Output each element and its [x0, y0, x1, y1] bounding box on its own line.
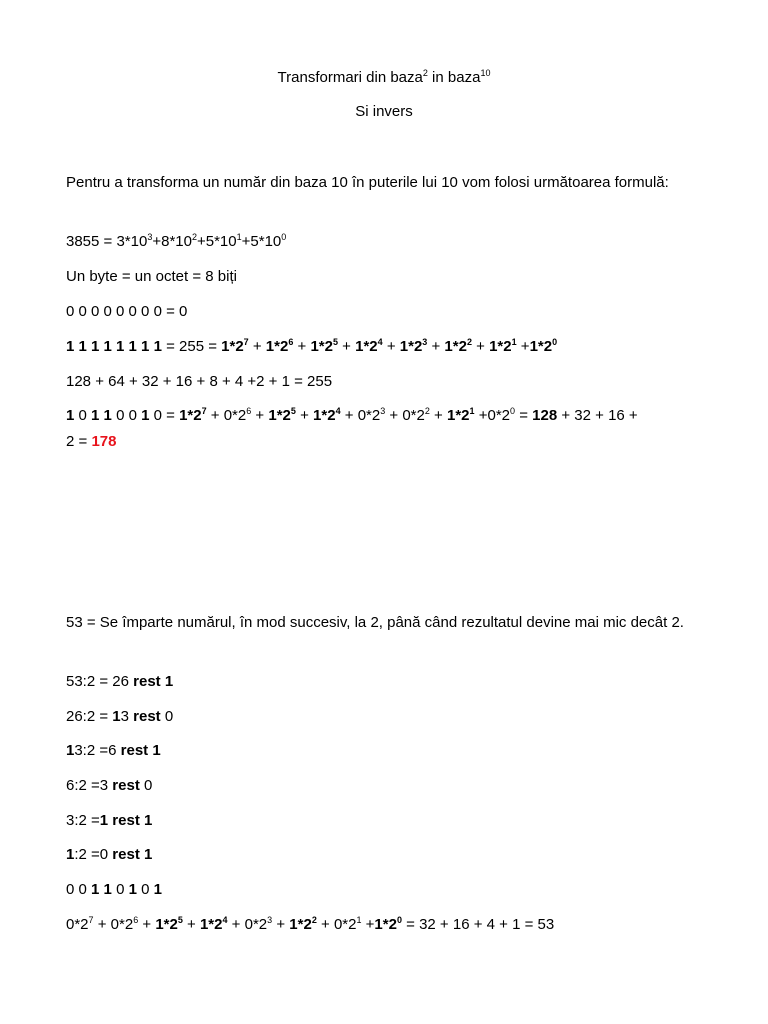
- example-178-line2: 2 = 178: [66, 433, 117, 450]
- operator: +: [471, 338, 490, 355]
- quotient: 3: [99, 777, 109, 794]
- power-term: [268, 407, 296, 424]
- bit: 1: [91, 881, 100, 898]
- coefficient: 1*2: [374, 916, 397, 933]
- exponent: 4: [335, 406, 341, 416]
- rest-word: rest: [112, 846, 140, 863]
- coefficient: 1*2: [179, 407, 202, 424]
- division-step: [66, 707, 706, 727]
- sum-term: 32: [574, 407, 591, 424]
- bit: 1: [91, 407, 100, 424]
- power-term: [310, 338, 338, 355]
- equals-text: = 255 =: [161, 338, 222, 355]
- sum-line: 128 + 64 + 32 + 16 + 8 + 4 +2 + 1 = 255: [66, 373, 333, 390]
- exponent: 1: [511, 337, 517, 347]
- power-term: [313, 407, 341, 424]
- exponent: 7: [243, 337, 249, 347]
- bit: 1: [153, 881, 162, 898]
- operator: +: [295, 407, 314, 424]
- binary-53-digits: [66, 881, 162, 898]
- operator: +: [429, 407, 447, 424]
- binary-53: [66, 880, 706, 900]
- example-3855: [66, 232, 706, 252]
- coefficient: 1*2: [289, 916, 312, 933]
- remainder: 0: [164, 708, 174, 725]
- exponent: 7: [201, 406, 207, 416]
- operator: +: [361, 916, 375, 933]
- digit: 1: [66, 742, 75, 759]
- division-expression: 3:2 =: [66, 812, 100, 829]
- bits: 1 1 1 1 1 1 1 1: [66, 338, 162, 355]
- coefficient: 0*2: [66, 916, 89, 933]
- exponent: 1: [356, 915, 362, 925]
- coefficient: 1*2: [529, 338, 553, 355]
- coefficient: 1*2: [265, 338, 289, 355]
- bit: 1: [141, 407, 150, 424]
- intro-paragraph: Pentru a transforma un număr din baza 10 în puterile lui 10 vom folosi următoarea formulă:: [66, 174, 669, 191]
- coefficient: 0*2: [110, 916, 134, 933]
- operator: +: [227, 916, 245, 933]
- division-expression: 13:2 =: [66, 742, 109, 759]
- exponent: 6: [288, 337, 294, 347]
- coefficient: 0*2: [357, 407, 381, 424]
- exponent: 0: [510, 406, 516, 416]
- final-terms: [66, 916, 406, 933]
- exponent: 3: [147, 232, 153, 242]
- quotient: 0: [99, 846, 109, 863]
- division-step: [66, 776, 706, 796]
- operator: +: [248, 338, 266, 355]
- example-178-line1: 1 0 1 1 0 0 1 $0 = 1*2^7 + 0*2^6 + 1*2^5 + 1*2^4 + 0*2^3 + 0*2^2 + 1*2^1 +0*2^0 = 128 + 32 + 16$ +: [66, 406, 638, 424]
- exponent: 3: [422, 337, 428, 347]
- digit: 1: [66, 846, 75, 863]
- coefficient: 1*2: [447, 407, 470, 424]
- bit: 0: [153, 407, 162, 424]
- division-step: [66, 845, 706, 865]
- operator: +: [138, 916, 156, 933]
- exponent: 2: [191, 232, 197, 242]
- bit: 0: [116, 407, 125, 424]
- exponent: 1: [469, 406, 475, 416]
- sum-term: 16: [608, 407, 625, 424]
- sum-term: 128: [532, 407, 558, 424]
- title-part: in baza: [427, 69, 481, 86]
- coefficient: 0*2: [244, 916, 268, 933]
- exponent: 3: [380, 406, 386, 416]
- operator: +: [316, 916, 334, 933]
- exponent: 6: [246, 406, 252, 416]
- power-term: [66, 916, 94, 933]
- ones-terms: [221, 338, 557, 355]
- bit: 1: [128, 881, 137, 898]
- operator: +: [251, 407, 269, 424]
- bit: 0: [141, 881, 150, 898]
- coefficient: 1*2: [444, 338, 467, 355]
- power-term: [358, 407, 386, 424]
- exponent: 7: [88, 915, 94, 925]
- remainder: 1: [144, 846, 153, 863]
- operator: +: [182, 916, 200, 933]
- exponent: 1: [236, 232, 242, 242]
- formula-text: +8*10: [152, 233, 192, 250]
- power-term: [245, 916, 273, 933]
- quotient: 1: [99, 812, 109, 829]
- coefficient: 1*2: [489, 338, 512, 355]
- remainder: 1: [152, 742, 161, 759]
- exponent: 5: [290, 406, 296, 416]
- division-expression: 6:2 =: [66, 777, 100, 794]
- title-part: Transformari din baza: [277, 69, 423, 86]
- exponent: 2: [424, 406, 430, 416]
- division-expression: 1:2 =: [66, 846, 100, 863]
- page-subtitle: Si invers: [355, 103, 413, 120]
- title-superscript: 2: [422, 68, 428, 78]
- power-term: [221, 338, 249, 355]
- bit: 0: [78, 407, 87, 424]
- coefficient: 1*2: [221, 338, 244, 355]
- zeros-line: 0 0 0 0 0 0 0 0 = 0: [66, 303, 188, 320]
- operator: +: [382, 338, 400, 355]
- power-term: [374, 916, 402, 933]
- power-term: [224, 407, 252, 424]
- operator: +: [385, 407, 403, 424]
- operator: +: [206, 407, 224, 424]
- power-term: [400, 338, 428, 355]
- coefficient: 1*2: [313, 407, 336, 424]
- exponent: 2: [311, 915, 317, 925]
- remainder: 1: [144, 812, 153, 829]
- exponent: 2: [466, 337, 472, 347]
- power-term: [334, 916, 362, 933]
- exponent: 4: [377, 337, 383, 347]
- coefficient: 1*2: [399, 338, 423, 355]
- power-term: [200, 916, 228, 933]
- exponent: 4: [222, 915, 228, 925]
- bit: 0: [116, 881, 125, 898]
- terms-178: [179, 407, 515, 424]
- operator: +: [338, 338, 356, 355]
- bit: 0: [128, 407, 137, 424]
- power-term: [155, 916, 183, 933]
- formula-text: 3855 = 3*10: [66, 233, 148, 250]
- result-178: 178: [91, 433, 117, 450]
- division-step: [66, 672, 706, 692]
- exponent: 0: [396, 915, 402, 925]
- sum-term: 2: [66, 433, 75, 450]
- page-title: [0, 68, 768, 88]
- power-term: [266, 338, 294, 355]
- formula-text: +5*10: [196, 233, 237, 250]
- power-term: [447, 407, 475, 424]
- quotient: 6: [108, 742, 117, 759]
- bit: 1: [103, 881, 112, 898]
- power-term: [355, 338, 383, 355]
- ones-line: [66, 337, 706, 357]
- remainder: 1: [164, 673, 174, 690]
- operator: +: [474, 407, 488, 424]
- rest-word: rest: [120, 742, 149, 759]
- power-term: [530, 338, 558, 355]
- rest-word: rest: [112, 812, 140, 829]
- division-expression: 26:2 = 13: [66, 708, 129, 725]
- operator: +: [427, 338, 445, 355]
- operator: +: [272, 916, 290, 933]
- power-term: [489, 338, 517, 355]
- digit: 1: [112, 708, 121, 725]
- operator: +: [293, 338, 311, 355]
- bit: 0: [66, 881, 75, 898]
- rest-word: rest: [133, 673, 161, 690]
- operator: +: [93, 916, 111, 933]
- final-result: = 32 + 16 + 4 + 1 = 53: [406, 916, 555, 933]
- bit: 1: [66, 407, 75, 424]
- exponent: 0: [552, 337, 558, 347]
- power-term: [179, 407, 207, 424]
- power-term: [111, 916, 139, 933]
- coefficient: 1*2: [155, 916, 178, 933]
- coefficient: 0*2: [487, 407, 511, 424]
- rest-word: rest: [112, 777, 140, 794]
- coefficient: 1*2: [355, 338, 378, 355]
- coefficient: 1*2: [199, 916, 223, 933]
- formula-text: +5*10: [241, 233, 282, 250]
- rest-word: rest: [133, 708, 161, 725]
- operator: +: [516, 338, 530, 355]
- operator: +: [340, 407, 358, 424]
- bit: 1: [103, 407, 112, 424]
- coefficient: 1*2: [310, 338, 333, 355]
- division-step: [66, 741, 706, 761]
- power-term: [402, 407, 430, 424]
- final-line: [66, 915, 706, 935]
- coefficient: 0*2: [223, 407, 247, 424]
- coefficient: 0*2: [333, 916, 357, 933]
- title-superscript: 10: [480, 68, 491, 78]
- coefficient: 0*2: [402, 407, 425, 424]
- exponent: 5: [332, 337, 338, 347]
- exponent: 6: [133, 915, 139, 925]
- division-intro: 53 = Se împarte numărul, în mod succesiv, la 2, până când rezultatul devine mai mic decât 2.: [66, 614, 684, 631]
- division-expression: 53:2 = 26: [66, 673, 129, 690]
- power-term: [487, 407, 515, 424]
- division-step: [66, 811, 706, 831]
- bits-178: [66, 407, 162, 424]
- exponent: 3: [267, 915, 273, 925]
- remainder: 0: [144, 777, 153, 794]
- byte-definition: Un byte = un octet = 8 biți: [66, 268, 237, 285]
- power-term: [444, 338, 472, 355]
- coefficient: 1*2: [268, 407, 291, 424]
- exponent: 0: [281, 232, 287, 242]
- exponent: 5: [177, 915, 183, 925]
- power-term: [289, 916, 317, 933]
- bit: 0: [78, 881, 87, 898]
